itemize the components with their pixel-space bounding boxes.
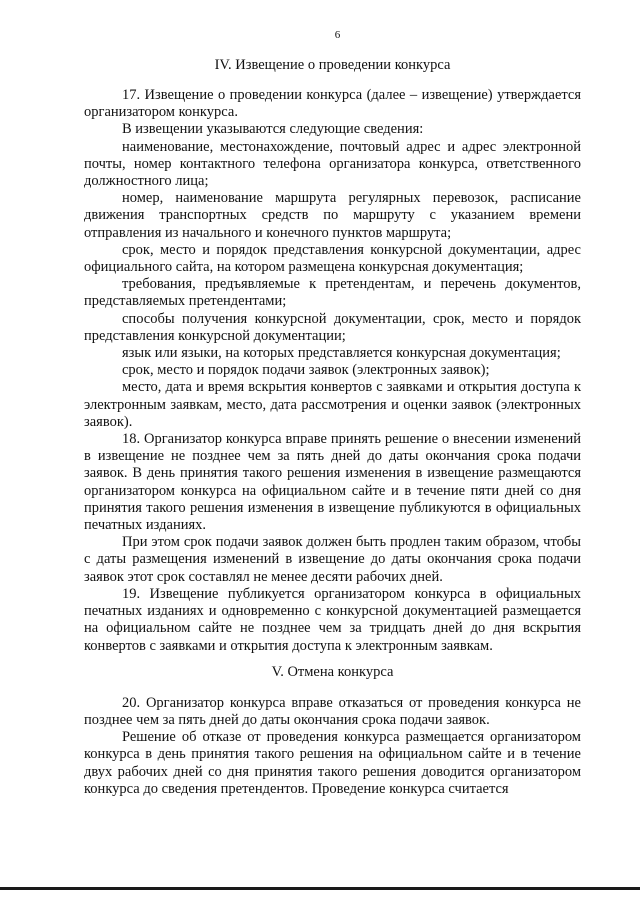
page-number: 6 bbox=[334, 29, 341, 41]
paragraph: 20. Организатор конкурса вправе отказаться от проведения конкурса не позднее чем за пять дней до даты окончания срока подачи заявок. bbox=[84, 694, 581, 728]
bottom-rule bbox=[0, 887, 640, 890]
paragraph: 17. Извещение о проведении конкурса (далее – извещение) утверждается организатором конкурса. bbox=[84, 87, 581, 121]
paragraph: требования, предъявляемые к претендентам, и перечень документов, представляемых претендентами; bbox=[84, 276, 581, 310]
paragraph: язык или языки, на которых представляется конкурсная документация; bbox=[122, 345, 561, 362]
paragraph: При этом срок подачи заявок должен быть продлен таким образом, чтобы с даты размещения изменений в извещение до даты окончания срока подачи заявок этот срок составлял не менее десяти рабочих дней. bbox=[84, 534, 581, 585]
paragraph: 18. Организатор конкурса вправе принять решение о внесении изменений в извещение не позднее чем за пять дней до даты окончания срока подачи заявок. В день принятия такого решения изменения в извещение размещаются организатором конкурса на официальном сайте и в течение пяти дней со дня принятия такого решения изменения в извещение публикуются в официальных печатных изданиях. bbox=[84, 431, 581, 534]
paragraph: номер, наименование маршрута регулярных перевозок, расписание движения транспортных средств по маршруту с указанием времени отправления из начального и конечного пунктов маршрута; bbox=[84, 190, 581, 241]
section-heading-v: V. Отмена конкурса bbox=[271, 663, 394, 680]
paragraph: место, дата и время вскрытия конвертов с заявками и открытия доступа к электронным заявкам, место, дата рассмотрения и оценки заявок (электронных заявок). bbox=[84, 379, 581, 430]
paragraph: срок, место и порядок подачи заявок (электронных заявок); bbox=[122, 362, 490, 379]
paragraph: срок, место и порядок представления конкурсной документации, адрес официального сайта, на котором размещена конкурсная документация; bbox=[84, 241, 581, 276]
document-page bbox=[84, 28, 581, 798]
paragraph: способы получения конкурсной документации, срок, место и порядок представления конкурсной документации; bbox=[84, 310, 581, 344]
paragraph: В извещении указываются следующие сведения: bbox=[122, 121, 424, 138]
section-heading-iv: IV. Извещение о проведении конкурса bbox=[214, 57, 451, 73]
paragraph: 19. Извещение публикуется организатором конкурса в официальных печатных изданиях и одновременно с конкурсной документацией размещается на официальном сайте не позднее чем за тридцать дней до дня вскрытия конвертов с заявками и открытия доступа к электронным заявкам. bbox=[84, 585, 581, 654]
paragraph: наименование, местонахождение, почтовый адрес и адрес электронной почты, номер контактного телефона организатора конкурса, ответственного должностного лица; bbox=[84, 138, 581, 190]
paragraph: Решение об отказе от проведения конкурса размещается организатором конкурса в день принятия такого решения на официальном сайте и в течение двух рабочих дней со дня принятия такого решения доводится организатором конкурса до сведения претендентов. Проведение конкурса считается bbox=[84, 729, 581, 797]
